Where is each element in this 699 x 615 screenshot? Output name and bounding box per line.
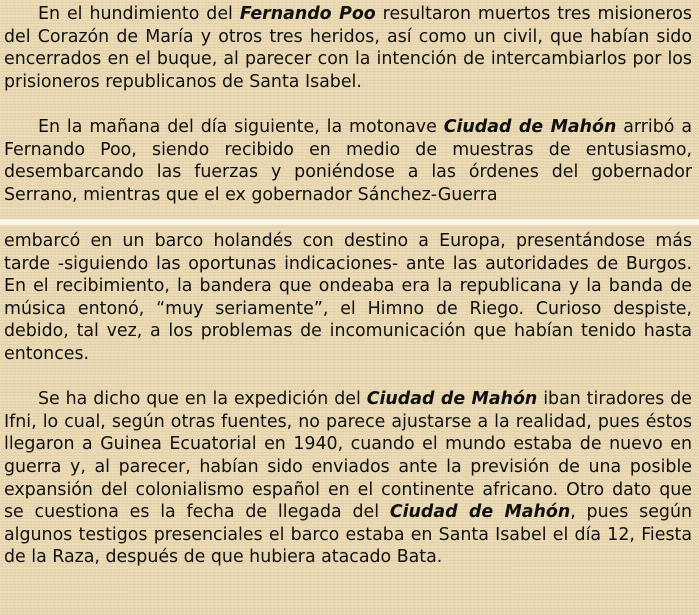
ship-name-ciudad-de-mahon: Ciudad de Mahón: [389, 502, 571, 523]
text-span: arribó a Fernando Poo, siendo recibido en medio de muestras de entusiasmo, desembarcando las fuerzas y poniéndose a las órdenes del gobernador Serrano, mientras que el ex gobernador Sánchez-Guerra: [4, 116, 693, 205]
ship-name-fernando-poo: Fernando Poo: [239, 4, 376, 24]
text-span: embarcó en un barco holandés con destino a Europa, presentándose más tarde -siguiendo las oportunas indicaciones- ante las autoridades de Burgos. En el recibimiento, la bandera que ondeaba era la republicana y la banda de música entonó, “muy seriamente”, el Himno de Riego. Curioso despiste, debido, tal vez, a los problemas de incomunicación que habían tenido hasta entonces.: [4, 231, 692, 364]
text-span: Se ha dicho que en la expedición del: [38, 389, 367, 410]
text-strip-bottom: [4, 230, 692, 569]
paragraph-fernando-poo-sinking: [4, 3, 692, 93]
text-span: iban tiradores de Ifni, lo cual, según otras fuentes, no parece ajustarse a la realidad, pues éstos llegaron a Guinea Ecuatorial en 1940, cuando el mundo estaba de nuevo en guerra y, al parecer, habían sido enviados ante la previsión de una posible expansión del colonialismo español en el continente africano. Otro dato que se cuestiona es la fecha de llegada del: [4, 389, 692, 523]
ship-name-ciudad-de-mahon: Ciudad de Mahón: [443, 116, 617, 137]
text-span: En el hundimiento del: [38, 4, 240, 24]
text-span: En la mañana del día siguiente, la motonave: [38, 116, 444, 137]
paragraph-continuation: [4, 230, 692, 366]
paragraph-expedition-details: [4, 388, 692, 569]
paragraph-ciudad-de-mahon-arrival: [4, 116, 692, 206]
text-span: resultaron muertos tres misioneros del Corazón de María y otros tres heridos, así como un civil, que habían sido encerrados en el buque, al parecer con la intención de intercambiarlos por los prisioneros republicanos de Santa Isabel.: [4, 4, 692, 92]
text-span: , pues según algunos testigos presenciales el barco estaba en Santa Isabel el día 12, Fiesta de la Raza, después de que hubiera atacado Bata.: [4, 502, 693, 568]
ship-name-ciudad-de-mahon: Ciudad de Mahón: [366, 389, 538, 410]
text-strip-top: [4, 3, 692, 206]
strip-divider: [0, 219, 699, 225]
